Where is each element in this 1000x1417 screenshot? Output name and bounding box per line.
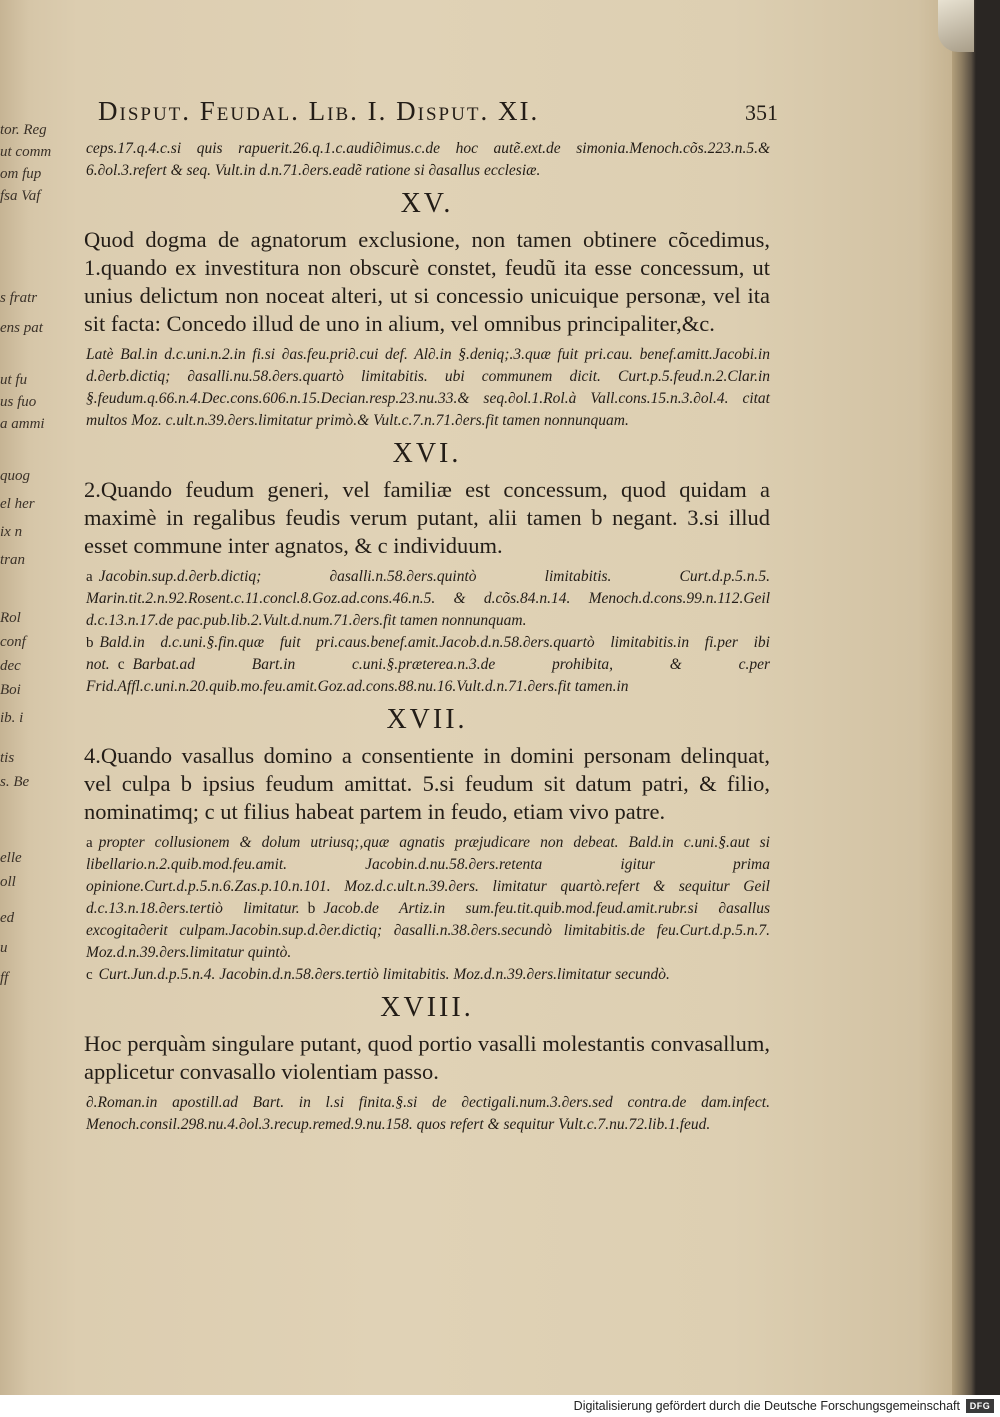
page-corner-curl: [938, 0, 974, 52]
gutter-fragment: Boi: [0, 682, 21, 698]
note-marker: a: [86, 835, 93, 851]
gutter-fragment: tor. Reg: [0, 122, 47, 138]
section-note: [84, 1092, 770, 1136]
gutter-fragment: Rol: [0, 610, 21, 626]
section-note: [84, 344, 770, 432]
note-text: propter collusionem & dolum utriusq;,quæ agnatis præjudicare non debeat. Bald.in c.uni.§.aut si libellario.n.2.quib.mod.feu.amit. Jacobin.d.nu.58.∂ers.retenta igitur prima opinione.Curt.d.p.5.n.6.Zas.p.10.n.101. Moz.d.c.ult.n.39.∂ers. limitatur quartò.refert & sequitur Geil d.c.13.n.18.∂ers.tertiò limitatur.: [86, 834, 770, 917]
gutter-fragment: ff: [0, 970, 9, 986]
gutter-fragment: elle: [0, 850, 22, 866]
section-numeral: XV.: [400, 188, 454, 219]
gutter-fragment: fsa Vaf: [0, 188, 41, 204]
note-text: ∂.Roman.in apostill.ad Bart. in l.si finita.§.si de ∂ectigali.num.3.∂ers.sed contra.de dam.infect. Menoch.consil.298.nu.4.∂ol.3.recup.remed.9.nu.158. quos refert & sequitur Vult.c.7.nu.72.lib.1.feud.: [86, 1094, 770, 1133]
gutter-fragment: s. Be: [0, 774, 30, 790]
gutter-fragment: quog: [0, 468, 30, 484]
previous-page-gutter: [0, 110, 52, 1160]
section-note: [84, 832, 770, 964]
gutter-fragment: ens pat: [0, 320, 43, 336]
gutter-fragment: ut fu: [0, 372, 28, 388]
gutter-fragment: om fup: [0, 166, 42, 182]
gutter-fragment: oll: [0, 874, 16, 890]
note-text: Jacob.de Artiz.in sum.feu.tit.quib.mod.feud.amit.rubr.si ∂asallus excogita∂erit culpam.Jacobin.sup.d.∂er.dictiq; ∂asalli.n.38.∂ers.secundò limitabitis.de feu.Curt.d.p.5.n.7. Moz.d.n.39.∂ers.limitatur quintò.: [86, 900, 771, 961]
note-marker: c: [86, 967, 93, 983]
section-text: Quod dogma de agnatorum exclusione, non tamen obtinere cõcedimus, 1.quando ex investitura non obscurè constet, feudũ ita esse concessum, ut unius delictum non noceat alteri, ut si concessio unicuique personæ, vel ita sit facta: Concedo illud de uno in alium, vel omnibus principaliter,&c.: [84, 227, 770, 336]
section-numeral: XVI.: [392, 438, 462, 469]
gutter-fragment: tis: [0, 750, 15, 766]
section-note: [84, 566, 770, 632]
gutter-fragment: ib. i: [0, 710, 24, 726]
opening-note: ceps.17.q.4.c.si quis rapuerit.26.q.1.c.audi∂imus.c.de hoc autẽ.ext.de simonia.Menoch.cõs.223.n.5.& 6.∂ol.3.refert & seq. Vult.in d.n.71.∂ers.eadẽ ratione si ∂asallus ecclesiæ.: [86, 140, 770, 179]
page-content: [84, 138, 770, 1136]
gutter-fragment: ut comm: [0, 144, 52, 160]
gutter-fragment: us fuo: [0, 394, 37, 410]
gutter-fragment: el her: [0, 496, 35, 512]
section-note: [84, 964, 770, 986]
note-text: Curt.Jun.d.p.5.n.4. Jacobin.d.n.58.∂ers.tertiò limitabitis. Moz.d.n.39.∂ers.limitatur secundò.: [98, 966, 670, 983]
section-numeral: XVIII.: [380, 992, 474, 1023]
gutter-fragment: u: [0, 940, 8, 956]
note-marker: b: [86, 635, 94, 651]
note-text: Barbat.ad Bart.in c.uni.§.præterea.n.3.de prohibita, & c.per Frid.Affl.c.uni.n.20.quib.mo.feu.amit.Goz.ad.cons.88.nu.16.Vult.d.n.71.∂ers.fit tamen.in: [86, 656, 770, 695]
note-marker: a: [86, 569, 93, 585]
note-marker: b: [307, 900, 316, 917]
section-text: Hoc perquàm singulare putant, quod portio vasalli molestantis convasallum, applicetur convasallo violentiam passo.: [84, 1031, 770, 1084]
gutter-fragment: tran: [0, 552, 26, 568]
running-header: [98, 96, 778, 127]
digitization-footer: [0, 1395, 1000, 1417]
gutter-fragment: conf: [0, 634, 26, 650]
section-note: [84, 632, 770, 698]
section-text: 2.Quando feudum generi, vel familiæ est concessum, quod quidam a maximè in regalibus feudis verum putant, alii tamen b negant. 3.si illud esset commune inter agnatos, & c individuum.: [84, 477, 770, 558]
page-edge-shadow: [952, 0, 976, 1395]
running-title: Disput. Feudal. Lib. I. Disput. XI.: [98, 96, 540, 126]
gutter-fragment: dec: [0, 658, 21, 674]
page-number: 351: [745, 100, 778, 125]
section-text: 4.Quando vasallus domino a consentiente in domini personam delinquat, vel culpa b ipsius feudum amittat. 5.si feudum sit datum patri, & filio, nominatimq; c ut filius habeat partem in feudo, etiam vivo patre.: [84, 743, 770, 824]
gutter-fragment: a ammi: [0, 416, 45, 432]
gutter-fragment: ed: [0, 910, 15, 926]
note-marker: c: [117, 656, 125, 673]
dfg-logo-icon: DFG: [966, 1399, 994, 1413]
note-text: Latè Bal.in d.c.uni.n.2.in fi.si ∂as.feu.pri∂.cui def. Al∂.in §.deniq;.3.quæ fuit pri.cau. benef.amitt.Jacobi.in d.∂erb.dictiq; ∂asalli.nu.58.∂ers.quartò limitabitis. ubi communem dicit. Curt.p.5.feud.n.2.Clar.in §.feudum.q.66.n.4.Dec.cons.606.n.15.Decian.resp.23.nu.33.& seq.∂ol.1.Rol.à Vall.cons.15.n.3.∂ol.4. citat multos Moz. c.ult.n.39.∂ers.limitatur primò.& Vult.c.7.n.71.∂ers.fit tamen nonnunquam.: [86, 346, 770, 429]
note-text: Jacobin.sup.d.∂erb.dictiq; ∂asalli.n.58.∂ers.quintò limitabitis. Curt.d.p.5.n.5. Marin.tit.2.n.92.Rosent.c.11.concl.8.Goz.ad.cons.46.n.5. & d.cõs.84.n.14. Menoch.d.cons.99.n.112.Geil d.c.13.n.17.de pac.pub.lib.2.Vult.d.num.71.∂ers.fit tamen nonnunquam.: [86, 568, 770, 629]
gutter-fragment: s fratr: [0, 290, 38, 306]
footer-text: Digitalisierung gefördert durch die Deutsche Forschungsgemeinschaft: [573, 1399, 960, 1413]
section-numeral: XVII.: [386, 704, 468, 735]
gutter-fragment: ix n: [0, 524, 23, 540]
note-text: Bald.in d.c.uni.§.fin.quæ fuit pri.caus.benef.amit.Jacob.d.n.58.∂ers.quartò limitabitis.in fi.per ibi not.: [86, 634, 770, 673]
